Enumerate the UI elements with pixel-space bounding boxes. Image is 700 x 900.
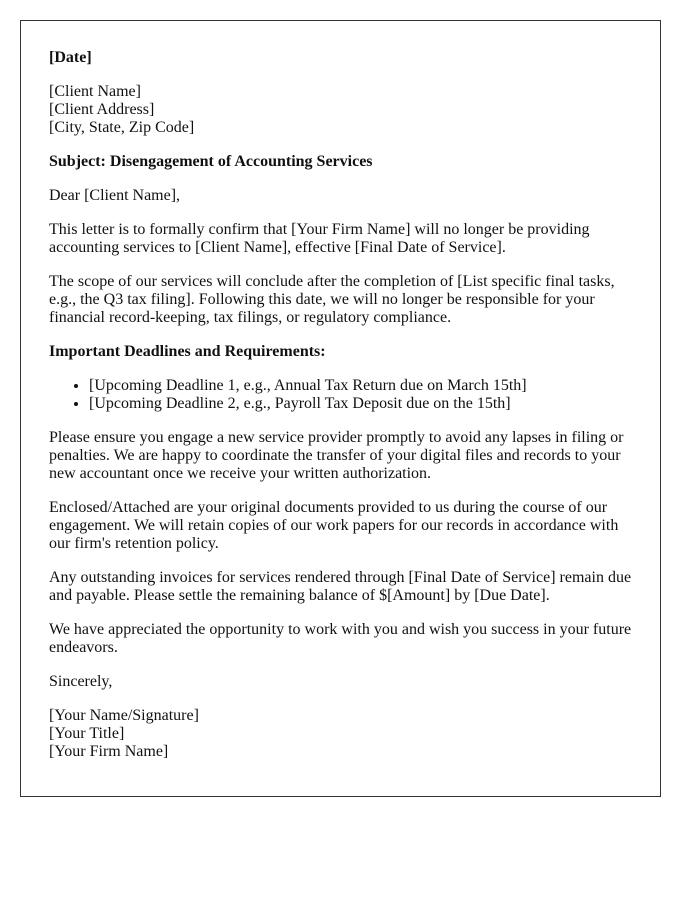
signature-title: [Your Title]	[49, 725, 125, 742]
closing: Sincerely,	[49, 673, 113, 690]
paragraph-new-provider: Please ensure you engage a new service provider promptly to avoid any lapses in filing or penalties. We are happy to coordinate the transfer of your digital files and records to your new accountant once we receive your written authorization.	[49, 429, 624, 482]
paragraph-documents: Enclosed/Attached are your original documents provided to us during the course of our engagement. We will retain copies of our work papers for our records in accordance with our firm's retention policy.	[49, 499, 619, 552]
paragraph-scope: The scope of our services will conclude after the completion of [List specific final tasks, e.g., the Q3 tax filing]. Following this date, we will no longer be responsible for your financial record-keeping, tax filings, or regulatory compliance.	[49, 273, 615, 326]
recipient-address: [Client Address]	[49, 101, 155, 118]
paragraph-invoices: Any outstanding invoices for services rendered through [Final Date of Service] remain due and payable. Please settle the remaining balance of $[Amount] by [Due Date].	[49, 569, 632, 604]
paragraph-appreciation: We have appreciated the opportunity to work with you and wish you success in your future endeavors.	[49, 621, 632, 656]
recipient-city-state-zip: [City, State, Zip Code]	[49, 119, 195, 136]
letter-document	[20, 20, 661, 797]
signature-name: [Your Name/Signature]	[49, 707, 199, 724]
salutation: Dear [Client Name],	[49, 187, 181, 204]
signature-block	[49, 707, 632, 761]
letter-subject: Subject: Disengagement of Accounting Services	[49, 153, 373, 170]
deadline-item: • [Upcoming Deadline 2, e.g., Payroll Tax Deposit due on the 15th]	[89, 395, 632, 413]
signature-firm: [Your Firm Name]	[49, 743, 169, 760]
letter-date: [Date]	[49, 49, 92, 66]
recipient-block	[49, 83, 632, 137]
paragraph-confirmation: This letter is to formally confirm that [Your Firm Name] will no longer be providing accounting services to [Client Name], effective [Final Date of Service].	[49, 221, 590, 256]
deadline-item: • [Upcoming Deadline 1, e.g., Annual Tax Return due on March 15th]	[89, 377, 632, 395]
recipient-name: [Client Name]	[49, 83, 141, 100]
deadlines-list	[49, 377, 632, 413]
deadlines-heading: Important Deadlines and Requirements:	[49, 343, 326, 360]
